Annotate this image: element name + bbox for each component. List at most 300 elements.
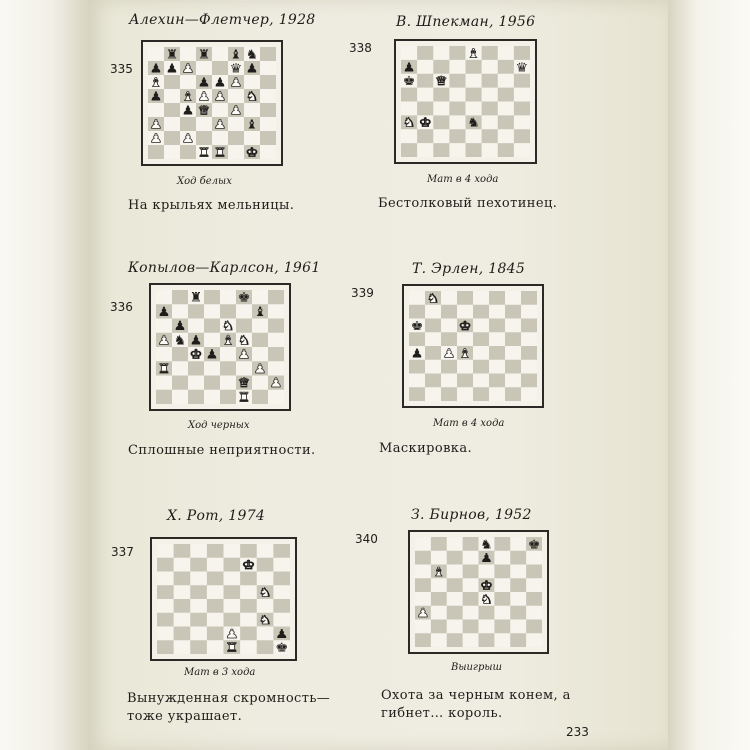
white-pawn-piece (198, 89, 211, 104)
light-square (188, 376, 204, 391)
light-square (447, 537, 463, 551)
white-knight-piece (427, 292, 440, 306)
light-square (482, 88, 498, 102)
light-square (236, 304, 252, 319)
dark-square (415, 578, 431, 592)
dark-square (220, 390, 236, 404)
move-caption: Мат в 3 хода (184, 667, 256, 678)
light-square (441, 319, 457, 333)
light-square (447, 565, 463, 579)
dark-square (505, 332, 521, 346)
dark-square (521, 346, 537, 360)
light-square (148, 47, 164, 61)
light-square (417, 88, 433, 102)
light-square (273, 558, 290, 572)
white-bishop-piece (222, 333, 235, 348)
move-caption: Ход белых (177, 176, 232, 187)
chess-diagram (141, 40, 283, 166)
light-square (466, 129, 482, 143)
light-square (401, 129, 417, 143)
chessboard (148, 47, 276, 159)
black-pawn-piece (174, 319, 187, 334)
problem-number: 337 (111, 545, 134, 559)
light-square (433, 102, 449, 116)
black-pawn-piece (246, 61, 259, 76)
dark-square (489, 374, 505, 388)
dark-square (268, 290, 284, 305)
dark-square (196, 131, 212, 145)
dark-square (489, 319, 505, 333)
light-square (494, 633, 510, 647)
light-square (441, 374, 457, 388)
dark-square (207, 599, 224, 613)
problem-number: 336 (110, 300, 133, 314)
light-square (240, 585, 257, 599)
light-square (164, 89, 180, 103)
dark-square (505, 387, 521, 401)
light-square (268, 361, 284, 376)
light-square (148, 103, 164, 117)
black-king-piece (403, 74, 416, 89)
dark-square (157, 558, 174, 572)
dark-square (441, 332, 457, 346)
light-square (415, 592, 431, 606)
light-square (188, 319, 204, 334)
problem-title: Маскировка. (379, 441, 473, 456)
light-square (268, 333, 284, 348)
light-square (207, 613, 224, 627)
dark-square (190, 585, 207, 599)
dark-square (257, 558, 274, 572)
black-knight-piece (480, 538, 493, 552)
problem-title: На крыльях мельницы. (128, 198, 295, 213)
dark-square (409, 305, 425, 319)
dark-square (447, 551, 463, 565)
light-square (521, 387, 537, 401)
light-square (433, 46, 449, 60)
light-square (463, 633, 479, 647)
dark-square (204, 319, 220, 334)
light-square (466, 102, 482, 116)
dark-square (417, 102, 433, 116)
black-pawn-piece (206, 347, 219, 362)
white-pawn-piece (158, 333, 171, 348)
light-square (252, 376, 268, 391)
dark-square (240, 627, 257, 641)
page-number: 233 (566, 725, 589, 739)
light-square (510, 620, 526, 634)
white-king-piece (419, 116, 432, 131)
dark-square (447, 578, 463, 592)
dark-square (463, 592, 479, 606)
dark-square (479, 633, 495, 647)
light-square (473, 291, 489, 305)
dark-square (433, 88, 449, 102)
light-square (220, 290, 236, 305)
dark-square (401, 88, 417, 102)
light-square (479, 620, 495, 634)
dark-square (473, 387, 489, 401)
dark-square (526, 565, 542, 579)
light-square (228, 145, 244, 159)
black-bishop-piece (254, 305, 267, 320)
light-square (244, 131, 260, 145)
dark-square (260, 103, 276, 117)
dark-square (498, 143, 514, 157)
black-king-piece (411, 320, 424, 334)
chessboard (415, 537, 542, 647)
light-square (244, 75, 260, 89)
light-square (505, 291, 521, 305)
light-square (190, 599, 207, 613)
light-square (190, 572, 207, 586)
light-square (449, 88, 465, 102)
light-square (156, 376, 172, 391)
problem-heading: Х. Рот, 1974 (167, 508, 266, 524)
white-king-piece (190, 347, 203, 362)
light-square (172, 304, 188, 319)
light-square (174, 585, 191, 599)
problem-heading: Алехин—Флетчер, 1928 (129, 12, 316, 28)
dark-square (510, 551, 526, 565)
black-bishop-piece (246, 117, 259, 132)
dark-square (190, 613, 207, 627)
light-square (526, 551, 542, 565)
dark-square (204, 290, 220, 305)
dark-square (449, 46, 465, 60)
light-square (514, 88, 530, 102)
light-square (521, 360, 537, 374)
light-square (494, 551, 510, 565)
light-square (489, 360, 505, 374)
move-caption: Мат в 4 хода (427, 174, 499, 185)
chess-diagram (402, 284, 544, 408)
light-square (180, 47, 196, 61)
dark-square (409, 387, 425, 401)
light-square (204, 390, 220, 404)
white-pawn-piece (417, 607, 430, 621)
light-square (494, 578, 510, 592)
light-square (505, 319, 521, 333)
light-square (425, 360, 441, 374)
black-queen-piece (515, 60, 528, 75)
problem-heading: Т. Эрлен, 1845 (412, 261, 526, 277)
light-square (449, 115, 465, 129)
light-square (196, 61, 212, 75)
light-square (526, 633, 542, 647)
light-square (482, 115, 498, 129)
light-square (431, 606, 447, 620)
light-square (510, 537, 526, 551)
light-square (204, 361, 220, 376)
light-square (521, 332, 537, 346)
light-square (228, 89, 244, 103)
dark-square (157, 585, 174, 599)
chessboard (409, 291, 537, 401)
dark-square (415, 551, 431, 565)
white-knight-piece (246, 89, 259, 104)
dark-square (431, 537, 447, 551)
light-square (220, 347, 236, 362)
light-square (449, 60, 465, 74)
dark-square (425, 319, 441, 333)
light-square (204, 333, 220, 348)
light-square (526, 578, 542, 592)
light-square (240, 613, 257, 627)
light-square (505, 346, 521, 360)
chess-diagram (394, 39, 537, 164)
white-knight-piece (403, 116, 416, 131)
dark-square (228, 131, 244, 145)
dark-square (466, 88, 482, 102)
black-pawn-piece (214, 75, 227, 90)
problem-title: Бестолковый пехотинец. (378, 196, 558, 211)
light-square (236, 361, 252, 376)
dark-square (224, 613, 241, 627)
light-square (409, 374, 425, 388)
light-square (457, 360, 473, 374)
light-square (415, 537, 431, 551)
white-pawn-piece (214, 89, 227, 104)
light-square (220, 376, 236, 391)
dark-square (417, 129, 433, 143)
light-square (473, 346, 489, 360)
light-square (207, 640, 224, 654)
white-pawn-piece (150, 117, 163, 132)
white-bishop-piece (182, 89, 195, 104)
dark-square (148, 145, 164, 159)
light-square (514, 143, 530, 157)
problem-number: 340 (355, 532, 378, 546)
dark-square (174, 627, 191, 641)
dark-square (204, 376, 220, 391)
dark-square (494, 620, 510, 634)
light-square (260, 145, 276, 159)
dark-square (240, 544, 257, 558)
light-square (425, 305, 441, 319)
light-square (447, 620, 463, 634)
light-square (174, 640, 191, 654)
white-pawn-piece (443, 347, 456, 361)
white-knight-piece (258, 586, 271, 600)
dark-square (526, 592, 542, 606)
dark-square (260, 47, 276, 61)
move-caption: Выигрыш (451, 662, 503, 673)
white-pawn-piece (214, 117, 227, 132)
white-king-piece (480, 579, 493, 593)
light-square (172, 390, 188, 404)
dark-square (190, 640, 207, 654)
light-square (207, 558, 224, 572)
white-bishop-piece (467, 46, 480, 61)
light-square (164, 117, 180, 131)
dark-square (505, 360, 521, 374)
move-caption: Ход черных (188, 420, 250, 431)
page-edge-right (668, 0, 750, 750)
light-square (196, 117, 212, 131)
black-pawn-piece (403, 60, 416, 75)
dark-square (190, 558, 207, 572)
dark-square (257, 640, 274, 654)
page-edge-left (0, 0, 88, 750)
dark-square (463, 565, 479, 579)
chessboard (401, 46, 530, 157)
dark-square (479, 606, 495, 620)
white-knight-piece (258, 613, 271, 627)
white-pawn-piece (182, 131, 195, 146)
dark-square (252, 333, 268, 348)
chessboard (156, 290, 284, 404)
dark-square (433, 115, 449, 129)
black-pawn-piece (166, 61, 179, 76)
dark-square (431, 592, 447, 606)
black-pawn-piece (275, 627, 288, 641)
problem-number: 338 (349, 41, 372, 55)
black-knight-piece (467, 116, 480, 131)
dark-square (180, 145, 196, 159)
dark-square (401, 143, 417, 157)
black-rook-piece (166, 47, 179, 62)
white-pawn-piece (225, 627, 238, 641)
light-square (463, 551, 479, 565)
light-square (190, 627, 207, 641)
light-square (207, 585, 224, 599)
white-king-piece (242, 558, 255, 572)
white-knight-piece (480, 593, 493, 607)
dark-square (466, 143, 482, 157)
light-square (260, 89, 276, 103)
light-square (190, 544, 207, 558)
light-square (257, 544, 274, 558)
dark-square (510, 578, 526, 592)
dark-square (510, 606, 526, 620)
light-square (433, 129, 449, 143)
dark-square (482, 102, 498, 116)
light-square (505, 374, 521, 388)
light-square (526, 606, 542, 620)
white-pawn-piece (150, 131, 163, 146)
light-square (425, 332, 441, 346)
dark-square (417, 74, 433, 88)
light-square (157, 572, 174, 586)
dark-square (425, 374, 441, 388)
dark-square (498, 88, 514, 102)
dark-square (188, 304, 204, 319)
dark-square (252, 390, 268, 404)
light-square (156, 290, 172, 305)
light-square (447, 592, 463, 606)
white-king-piece (246, 145, 259, 159)
dark-square (521, 374, 537, 388)
problem-title: Вынужденная скромность— тоже украшает. (127, 691, 331, 724)
light-square (240, 640, 257, 654)
white-pawn-piece (230, 75, 243, 90)
dark-square (498, 115, 514, 129)
black-bishop-piece (230, 47, 243, 62)
dark-square (441, 387, 457, 401)
dark-square (172, 376, 188, 391)
dark-square (526, 620, 542, 634)
dark-square (521, 291, 537, 305)
white-pawn-piece (254, 362, 267, 377)
dark-square (260, 131, 276, 145)
dark-square (449, 102, 465, 116)
light-square (252, 290, 268, 305)
dark-square (156, 390, 172, 404)
light-square (212, 103, 228, 117)
problem-number: 335 (110, 62, 133, 76)
light-square (157, 544, 174, 558)
light-square (157, 627, 174, 641)
light-square (514, 115, 530, 129)
white-knight-piece (222, 319, 235, 334)
dark-square (164, 75, 180, 89)
dark-square (207, 627, 224, 641)
light-square (482, 143, 498, 157)
dark-square (433, 60, 449, 74)
light-square (224, 572, 241, 586)
dark-square (441, 360, 457, 374)
dark-square (260, 75, 276, 89)
light-square (431, 551, 447, 565)
dark-square (417, 46, 433, 60)
light-square (212, 131, 228, 145)
light-square (401, 46, 417, 60)
black-pawn-piece (158, 305, 171, 320)
light-square (260, 117, 276, 131)
dark-square (447, 633, 463, 647)
light-square (510, 565, 526, 579)
black-pawn-piece (150, 61, 163, 76)
dark-square (463, 620, 479, 634)
dark-square (268, 347, 284, 362)
dark-square (482, 129, 498, 143)
light-square (498, 129, 514, 143)
dark-square (273, 572, 290, 586)
light-square (415, 565, 431, 579)
light-square (457, 305, 473, 319)
dark-square (236, 319, 252, 334)
light-square (466, 74, 482, 88)
light-square (252, 319, 268, 334)
black-pawn-piece (150, 89, 163, 104)
dark-square (482, 74, 498, 88)
dark-square (514, 46, 530, 60)
light-square (441, 291, 457, 305)
dark-square (482, 46, 498, 60)
dark-square (224, 558, 241, 572)
dark-square (188, 390, 204, 404)
white-bishop-piece (150, 75, 163, 90)
white-king-piece (459, 320, 472, 334)
light-square (417, 143, 433, 157)
white-bishop-piece (459, 347, 472, 361)
dark-square (220, 304, 236, 319)
dark-square (473, 332, 489, 346)
white-pawn-piece (230, 103, 243, 118)
light-square (425, 387, 441, 401)
light-square (431, 578, 447, 592)
chess-diagram (408, 530, 549, 654)
problem-heading: Копылов—Карлсон, 1961 (128, 260, 321, 276)
dark-square (409, 332, 425, 346)
light-square (473, 319, 489, 333)
dark-square (212, 61, 228, 75)
black-pawn-piece (198, 75, 211, 90)
white-pawn-piece (182, 61, 195, 76)
white-rook-piece (225, 641, 238, 654)
light-square (204, 304, 220, 319)
